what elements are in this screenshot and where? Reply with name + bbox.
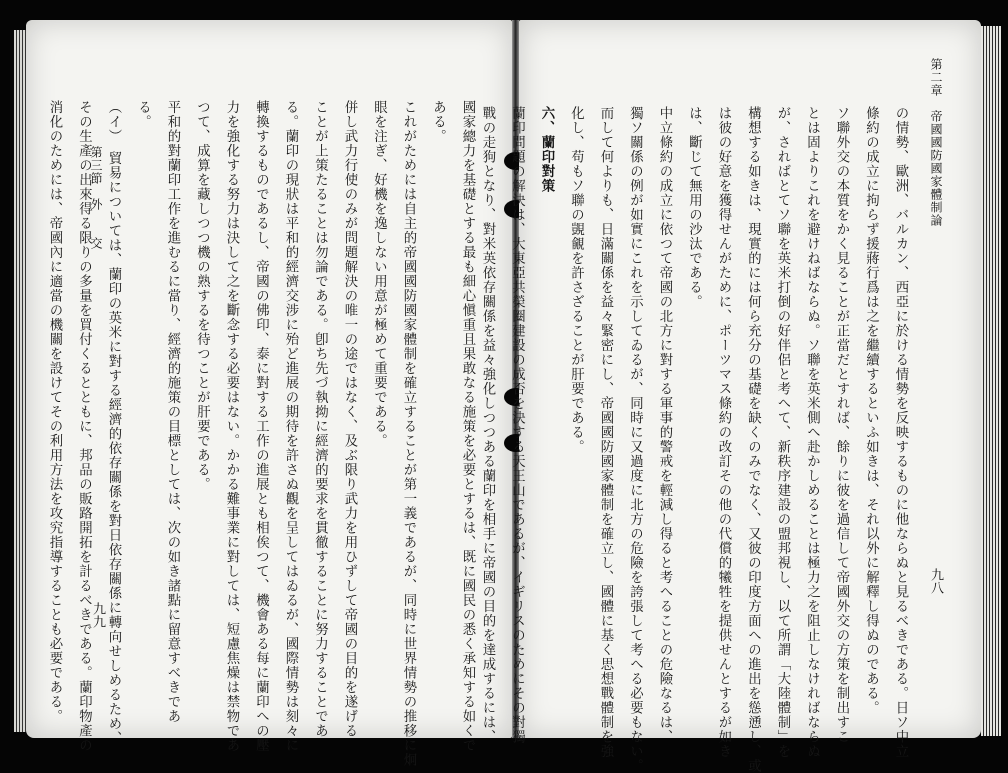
text-line: とは固よりこれを避けねばならぬ。ソ聯を英米側へ赴かしめることは極力之を阻止しなければならぬ: [804, 106, 820, 759]
left-page: [26, 20, 512, 767]
text-line: ことが上策たることは勿論である。卽ち先づ執拗に經濟的要求を貫徹することに努力することであ: [312, 100, 328, 738]
book-edge-right: [981, 26, 1001, 736]
text-line: 力を強化する努力は決して之を斷念する必要はない。かかる難事業に對しては、短慮焦燥は禁物であ: [224, 100, 239, 753]
text-line: 平和的對蘭印工作を進むるに當り、經濟的施策の目標としては、次の如き諸點に留意すべきであ: [165, 100, 180, 724]
text-line: 轉換するものであるし、帝國の佛印、泰に對する工作の進展とも相俟つて、機會ある每に蘭印への壓: [253, 100, 269, 753]
text-line: 戰の走狗となり、對米英依存關係を益々強化しつつある蘭印を相手に帝國の目的を達成するには、: [480, 106, 495, 744]
text-line: 獨ソ關係の例が如實にこれを示してゐるが、同時に又過度に北方の危險を誇張して考へる必要もない。: [627, 106, 643, 773]
text-line: ソ聯外交の本質をかく見ることが正當だとすれば、餘りに彼を過信して帝國外交の方策を制出すこ: [834, 106, 849, 744]
text-line: が、さればとてソ聯を英米打倒の好伴侶と考へて、新秩序建設の盟邦視し、以て所謂「大陸體制」を: [775, 106, 790, 759]
text-line: 消化のためには、帝國內に適當の機關を設けてその利用方法を攻究指導することも必要である。: [47, 100, 62, 724]
text-line: その生產の出來得る限りの多量を買付くるとともに、邦品の販路開拓を計るべきである。蘭印物產の: [76, 100, 92, 753]
text-line: 六、蘭印對策: [539, 106, 555, 193]
left-body-text: [40, 100, 483, 767]
text-line: つて、成算を藏しつつ機の熟するを待つことが肝要である。: [194, 100, 210, 492]
text-line: 而して何よりも、日滿關係を益々緊密にし、帝國國防國家體制を確立し、國體に基く思想戰體制を強: [598, 106, 613, 759]
text-line: 條約の成立に拘らず援蔣行爲は之を繼續するといふ如きは、それ以外に解釋し得ぬのである。: [863, 106, 879, 715]
text-line: （イ） 貿易については、蘭印の英米に對する經濟的依存關係を對日依存關係に轉向せしめるため、: [106, 100, 121, 746]
text-line: 中立條約の成立に依つて帝國の北方に對する軍事的警戒を輕減し得ると考へることの危險なるは、: [657, 106, 672, 744]
right-page: [480, 20, 981, 773]
text-line: は彼の好意を獲得せんがために、ポーツマス條約の改訂その他の代償的犧牲を提供せんとするが如き: [716, 106, 731, 759]
text-line: 國家總力を基礎とする最も細心愼重且果敢なる施策を必要とするは、既に國民の悉く承知する如くで: [460, 100, 475, 753]
book-edge-left: [14, 30, 26, 732]
left-page-number: 九九: [90, 602, 105, 628]
left-running-header: 第三節 外 交: [89, 146, 103, 250]
right-running-header: 第二章 帝國國防國家體制論: [929, 58, 943, 227]
text-line: の情勢、歐洲、バルカン、西亞に於ける情勢を反映するものに他ならぬと見るべきである。日ソ中立: [893, 106, 908, 759]
text-line: 眼を注ぎ、好機を逸しない用意が極めて重要である。: [371, 100, 387, 448]
text-line: これがためには自主的帝國國防國家體制を確立することが第一義であるが、同時に世界情勢の推移に炯: [401, 100, 416, 767]
text-line: 構想する如きは、現實的には何ら充分の基礎を缺くのみでなく、又彼の印度方面への進出を慫慂し、或: [745, 106, 761, 773]
text-line: る。: [135, 100, 151, 129]
text-line: は、斷じて無用の沙汰である。: [686, 106, 702, 309]
text-line: 化し、苟もソ聯の覬覦を許さざることが肝要である。: [568, 106, 584, 454]
text-line: 併し武力行使のみが問題解決の唯一の途ではなく、及ぶ限り武力を用ひずして帝國の目的を遂げる: [342, 100, 357, 738]
right-page-number: 九八: [928, 568, 943, 594]
right-body-text: [473, 106, 916, 773]
text-line: 蘭印問題の解決は、大東亞共榮圈建設の成否を決する天王山であるが、イギリスのためにその對獨: [509, 106, 525, 744]
text-line: る。蘭印の現狀は平和的經濟交涉に殆ど進展の期待を許さぬ觀を呈してはゐるが、國際情勢は刻々に: [283, 100, 298, 753]
text-line: ある。: [430, 100, 446, 144]
